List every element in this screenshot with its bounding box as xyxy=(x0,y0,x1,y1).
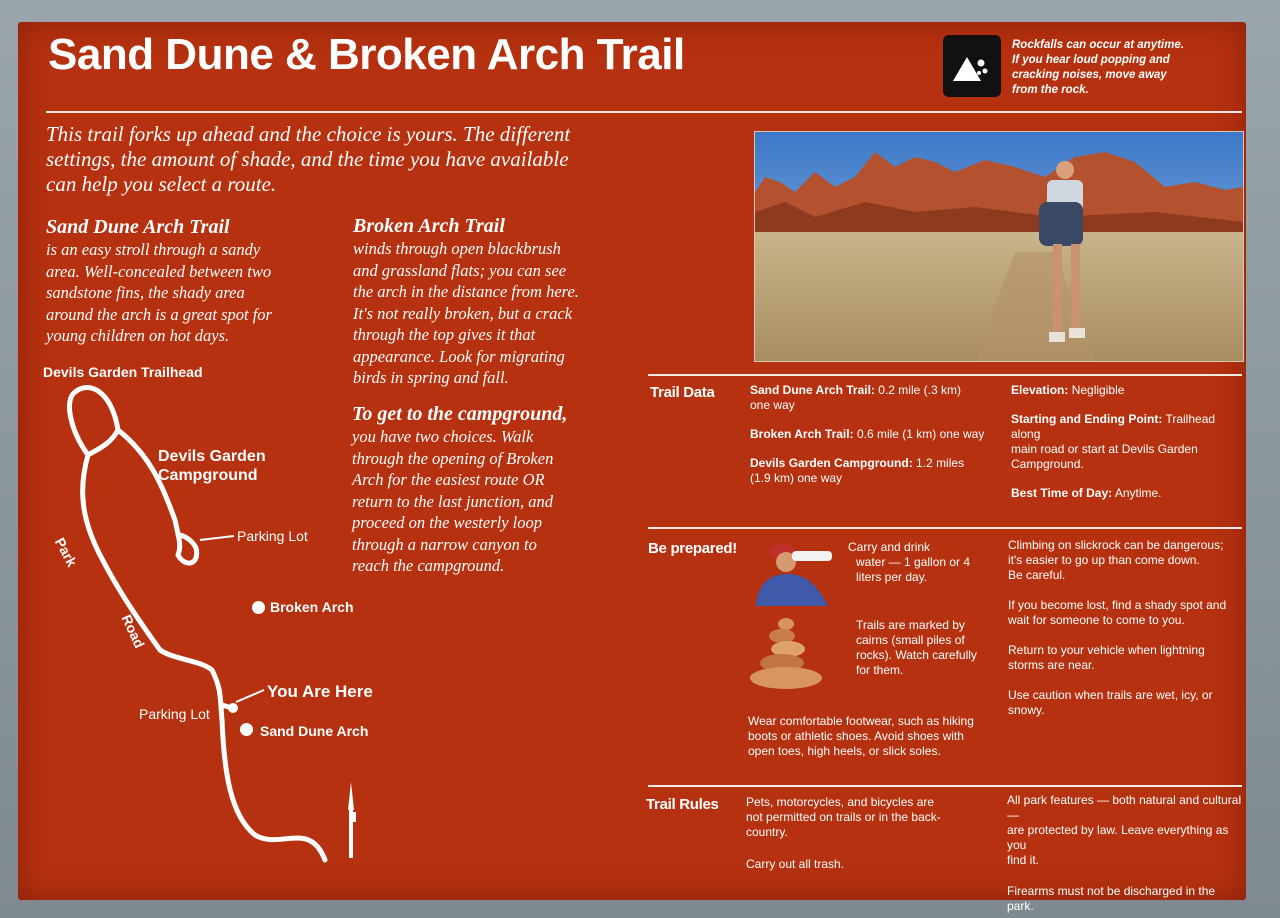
you-are-here-marker xyxy=(228,703,238,713)
footwear-tip: Wear comfortable footwear, such as hiking boots or athletic shoes. Avoid shoes with open toes, high heels, or slick soles. xyxy=(748,714,974,758)
sand-dune-text: is an easy stroll through a sandy area. Well-concealed between two sandstone fins, the shady area around the arch is a great spot for young children on hot days. xyxy=(46,240,272,345)
trail-rules-right: All park features — both natural and cultural — are protected by law. Leave everything as you find it. Firearms must not be discharged in the park. xyxy=(1007,793,1242,913)
campground-heading: To get to the campground, xyxy=(352,403,568,425)
park-road xyxy=(83,455,325,860)
broken-arch-heading: Broken Arch Trail xyxy=(353,215,505,237)
map-label-parking-top: Parking Lot xyxy=(237,528,308,544)
sand-dune-heading: Sand Dune Arch Trail xyxy=(46,216,230,238)
map-label-broken-arch: Broken Arch xyxy=(270,599,354,615)
trail-data-right: Elevation: Negligible Starting and Ending Point: Trailhead along main road or start at Devils Garden Campground. Best Time of Day: Anytime. xyxy=(1011,383,1216,500)
parking-pointer xyxy=(200,536,234,540)
north-arrow-icon xyxy=(348,782,356,858)
intro-text: This trail forks up ahead and the choice is yours. The different settings, the amount of shade, and the time you have available can help you select a route. xyxy=(46,122,571,196)
sign-title: Sand Dune & Broken Arch Trail xyxy=(48,30,685,79)
rockfall-warning: Rockfalls can occur at anytime. If you hear loud popping and cracking noises, move away from the rock. xyxy=(1012,39,1184,96)
hiker-photo xyxy=(754,131,1244,362)
be-prepared-divider xyxy=(648,527,1242,529)
trail-data-heading: Trail Data xyxy=(650,384,715,401)
trail-data-divider xyxy=(648,374,1242,376)
sand-dune-arch-marker xyxy=(240,723,253,736)
campground-text: you have two choices. Walk through the opening of Broken Arch for the easiest route OR return to the last junction, and proceed on the westerly loop through a narrow canyon to reach the campground. xyxy=(352,427,554,575)
cairn-tip: Trails are marked by cairns (small piles of rocks). Watch carefully for them. xyxy=(856,618,977,677)
map-label-sand-dune-arch: Sand Dune Arch xyxy=(260,723,369,739)
map-label-campground: Devils Garden Campground xyxy=(158,448,266,484)
map-label-trailhead: Devils Garden Trailhead xyxy=(43,364,203,380)
trail-rules-divider xyxy=(648,785,1242,787)
map-label-park: Park xyxy=(51,535,81,570)
map-label-you-are-here: You Are Here xyxy=(267,682,373,701)
trail-data-left: Sand Dune Arch Trail: 0.2 mile (.3 km) one way Broken Arch Trail: 0.6 mile (1 km) one way Devils Garden Campground: 1.2 miles (1.9 km) one way xyxy=(750,383,985,485)
be-prepared-heading: Be prepared! xyxy=(648,540,737,557)
map-label-parking-bottom: Parking Lot xyxy=(139,706,210,722)
cairn-icon xyxy=(746,612,832,692)
broken-arch-marker xyxy=(252,601,265,614)
you-are-here-pointer xyxy=(236,690,264,702)
map-label-road: Road xyxy=(118,612,148,651)
water-tip: Carry and drink water — 1 gallon or 4 liters per day. xyxy=(848,540,971,584)
trail-rules-heading: Trail Rules xyxy=(646,796,719,813)
safety-tips: Climbing on slickrock can be dangerous; it's easier to go up than come down. Be careful. If you become lost, find a shady spot and wait for someone to come to you. Return to your vehicle when lightning storms are near. Use caution when trails are wet, icy, or snowy. xyxy=(1008,538,1227,717)
drinking-hiker-icon xyxy=(748,536,834,606)
trail-rules-left: Pets, motorcycles, and bicycles are not permitted on trails or in the back- country. Carry out all trash. xyxy=(746,795,941,871)
trail-loop xyxy=(69,388,118,455)
broken-arch-text: winds through open blackbrush and grassland flats; you can see the arch in the distance from here. It's not really broken, but a crack through the top gives it that appearance. Look for migrating birds in spring and fall. xyxy=(353,239,579,387)
